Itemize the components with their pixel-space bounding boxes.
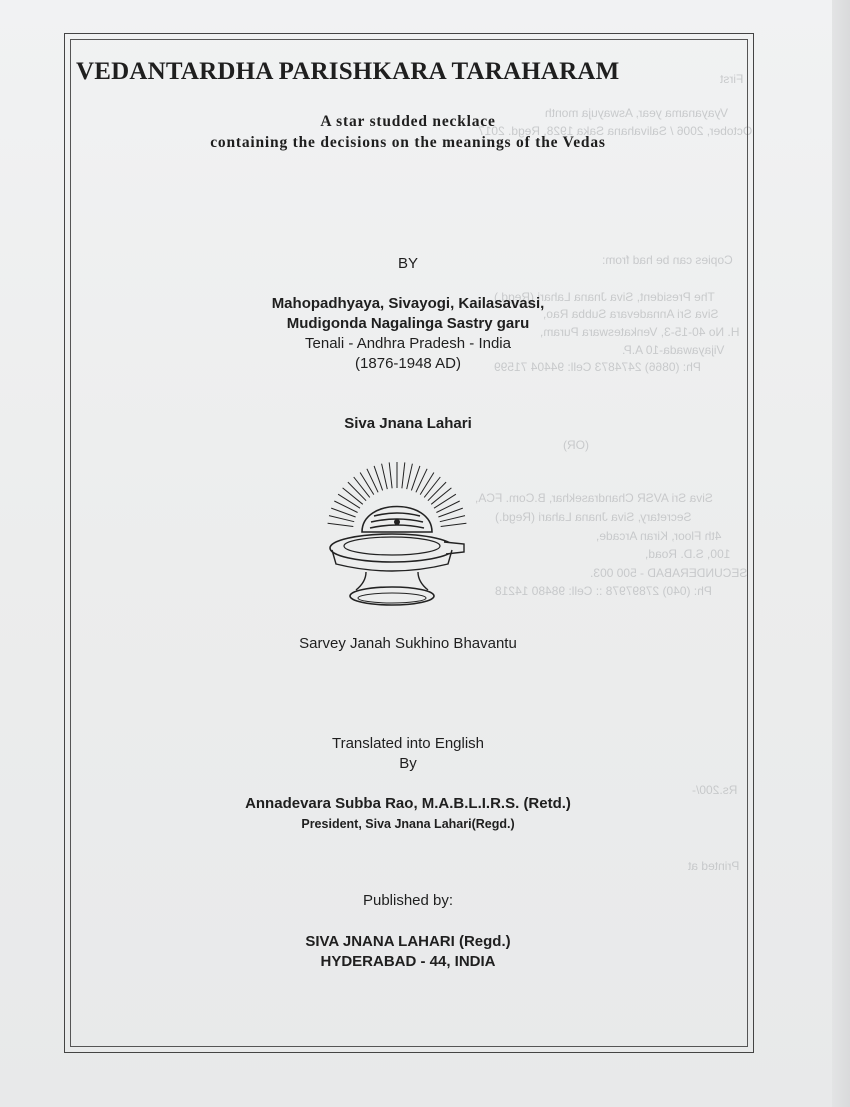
emblem-ray xyxy=(348,482,366,501)
show-through-text: Copies can be had from: xyxy=(602,253,733,267)
show-through-text: 4th Floor, Kiran Arcade, xyxy=(596,529,722,543)
emblem-ray xyxy=(328,523,354,526)
show-through-text: October, 2006 / Salivahana Saka 1928, Regd. 2017 xyxy=(478,124,753,138)
show-through-text: Secretary, Siva Jnana Lahari (Regd.) xyxy=(495,510,692,524)
emblem-ray xyxy=(424,477,440,497)
page-edge xyxy=(832,0,850,1107)
show-through-text: First xyxy=(720,72,744,86)
emblem-ray xyxy=(360,473,374,495)
author-place: Tenali - Andhra Pradesh - India xyxy=(305,335,511,352)
emblem-ray xyxy=(329,516,354,522)
show-through-text: Vyayanama year, Aswayuja month xyxy=(545,106,728,120)
emblem-ray xyxy=(402,462,405,488)
show-through-text: The President, Siva Jnana Lahari (Regd.) xyxy=(494,290,715,304)
subtitle-line-2: containing the decisions on the meanings of the Vedas xyxy=(210,134,606,151)
publisher-city: HYDERABAD - 44, INDIA xyxy=(320,953,496,970)
show-through-text: Vijayawada-10 A.P. xyxy=(622,343,725,357)
author-name: Mudigonda Nagalinga Sastry garu xyxy=(286,315,530,332)
published-by-label: Published by: xyxy=(362,892,454,909)
publisher-name: SIVA JNANA LAHARI (Regd.) xyxy=(305,933,511,950)
emblem-ray xyxy=(382,464,388,489)
subtitle-line-1: A star studded necklace xyxy=(320,113,496,130)
show-through-text: Printed at xyxy=(688,859,740,873)
emblem-ray xyxy=(440,516,465,522)
show-through-text: SECUNDERABAD - 500 003. xyxy=(590,566,748,580)
translation-by: By xyxy=(399,755,417,772)
show-through-text: Ph: (040) 27897978 :: Cell: 98480 14218 xyxy=(495,584,712,598)
organization-name: Siva Jnana Lahari xyxy=(344,415,472,432)
emblem-ray xyxy=(338,494,360,508)
emblem-ray xyxy=(441,523,467,526)
translator-role: President, Siva Jnana Lahari(Regd.) xyxy=(301,817,515,831)
emblem-ray xyxy=(389,462,392,488)
emblem-ray xyxy=(407,464,413,489)
emblem-ray xyxy=(428,482,446,501)
translation-label: Translated into English xyxy=(331,735,485,752)
show-through-text: Siva Sri AVSR Chandrasekhar, B.Com. FCA, xyxy=(475,491,713,505)
emblem-ray xyxy=(431,488,451,504)
shiva-lingam-icon xyxy=(326,458,468,610)
emblem-ray xyxy=(343,488,363,504)
motto: Sarvey Janah Sukhino Bhavantu xyxy=(299,635,517,652)
show-through-text: H. No 40-15-3, Venkateswara Puram, xyxy=(540,325,740,339)
emblem-ray xyxy=(420,473,434,495)
show-through-text: Siva Sri Annadevara Subba Rao, xyxy=(543,307,719,321)
book-title: VEDANTARDHA PARISHKARA TARAHARAM xyxy=(76,58,620,85)
show-through-text: Ph: (0866) 2474873 Cell: 94404 71599 xyxy=(494,360,701,374)
emblem-ray xyxy=(354,477,370,497)
emblem-ray xyxy=(434,494,456,508)
translator-name: Annadevara Subba Rao, M.A.B.L.I.R.S. (Retd.) xyxy=(245,795,571,812)
show-through-text: Rs.200/- xyxy=(692,783,738,797)
by-label: BY xyxy=(397,255,418,272)
author-years: (1876-1948 AD) xyxy=(355,355,461,372)
show-through-text: 100, S.D. Road, xyxy=(645,547,731,561)
show-through-text: (OR) xyxy=(563,438,589,452)
author-title-line: Mahopadhyaya, Sivayogi, Kailasavasi, xyxy=(271,295,545,312)
